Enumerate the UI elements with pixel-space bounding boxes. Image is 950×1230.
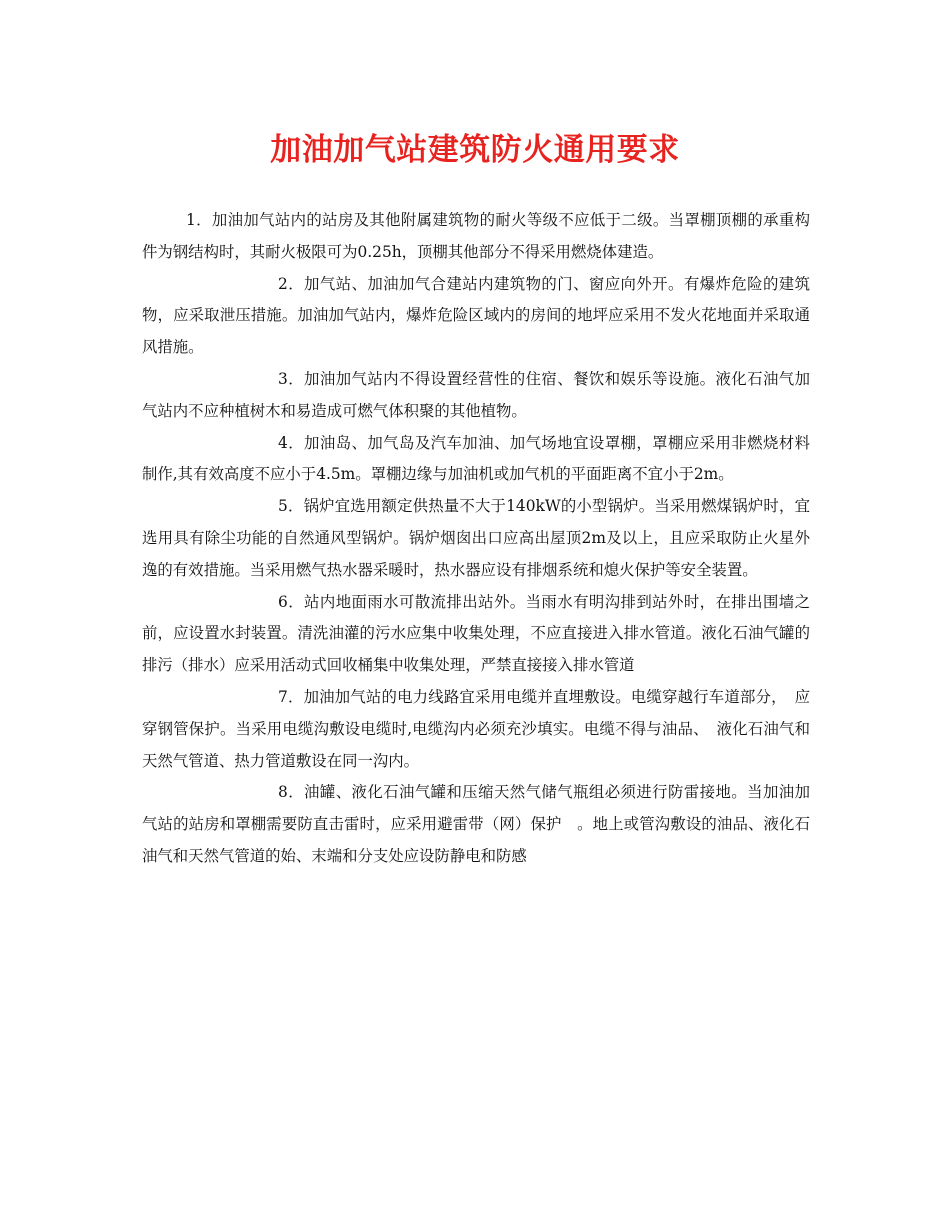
paragraph-6: 6．站内地面雨水可散流排出站外。当雨水有明沟排到站外时，在排出围墙之前，应设置水封装置。清洗油灌的污水应集中收集处理，不应直接进入排水管道。液化石油气罐的排污（排水）应采用活动式回收桶集中收集处理，严禁直接接入排水管道	[142, 592, 810, 675]
paragraph-1: 1．加油加气站内的站房及其他附属建筑物的耐火等级不应低于二级。当罩棚顶棚的承重构件为钢结构时，其耐火极限可为0.25h，顶棚其他部分不得采用燃烧体建造。	[142, 211, 810, 261]
paragraph-8: 8．油罐、液化石油气罐和压缩天然气储气瓶组必须进行防雷接地。当加油加气站的站房和罩棚需要防直击雷时，应采用避雷带（网）保护 。地上或管沟敷设的油品、液化石油气和天然气管道的始、末端和分支处应设防静电和防感	[142, 783, 810, 865]
paragraph-2: 2．加气站、加油加气合建站内建筑物的门、窗应向外开。有爆炸危险的建筑物，应采取泄压措施。加油加气站内，爆炸危险区域内的房间的地坪应采用不发火花地面并采取通风措施。	[142, 274, 810, 357]
paragraph-5: 5．锅炉宜选用额定供热量不大于140kW的小型锅炉。当采用燃煤锅炉时，宜选用具有除尘功能的自然通风型锅炉。锅炉烟囱出口应高出屋顶2m及以上，且应采取防止火星外逸的有效措施。当采用燃气热水器采暖时，热水器应设有排烟系统和熄火保护等安全装置。	[142, 497, 810, 579]
paragraph-3: 3．加油加气站内不得设置经营性的住宿、餐饮和娱乐等设施。液化石油气加气站内不应种植树木和易造成可燃气体积聚的其他植物。	[142, 369, 810, 420]
paragraph-4: 4．加油岛、加气岛及汽车加油、加气场地宜设罩棚，罩棚应采用非燃烧材料制作,其有效高度不应小于4.5m。罩棚边缘与加油机或加气机的平面距离不宜小于2m。	[142, 433, 810, 484]
document-title: 加油加气站建筑防火通用要求	[270, 132, 680, 168]
document-body	[142, 205, 810, 873]
paragraph-7: 7．加油加气站的电力线路宜采用电缆并直埋敷设。电缆穿越行车道部分， 应穿钢管保护。当采用电缆沟敷设电缆时,电缆沟内必须充沙填实。电缆不得与油品、 液化石油气和天然气管道、热力管道敷设在同一沟内。	[142, 687, 810, 770]
